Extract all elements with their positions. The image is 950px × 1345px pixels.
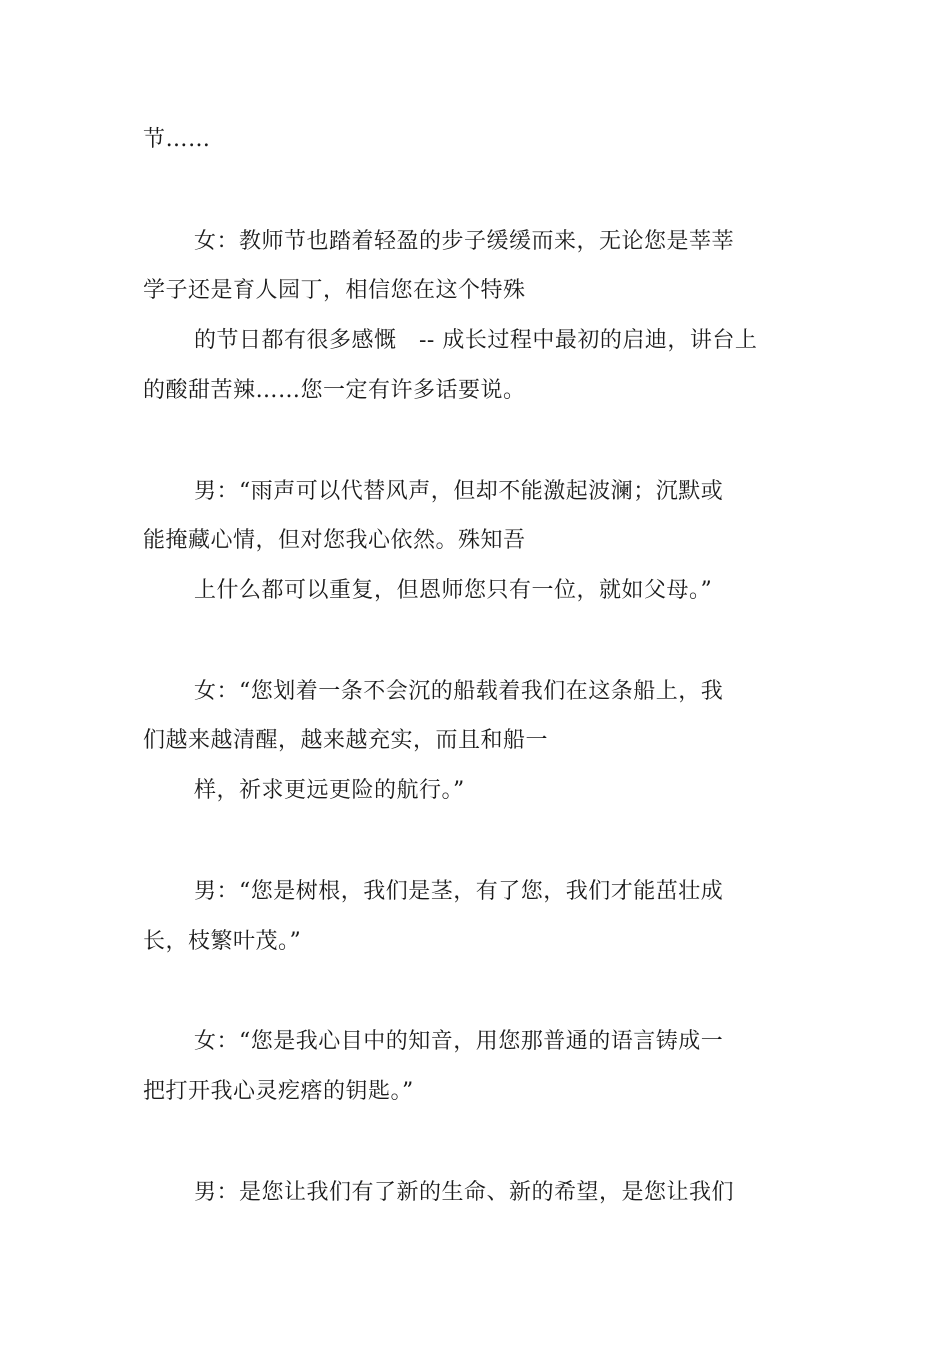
text-line-continuation: 节…… bbox=[143, 127, 211, 152]
text-line: 学子还是育人园丁，相信您在这个特殊 bbox=[143, 278, 526, 303]
text-line: 长，枝繁叶茂。” bbox=[143, 929, 302, 954]
text-line-male-2: 男：“您是树根，我们是茎，有了您，我们才能茁壮成 bbox=[194, 879, 724, 904]
text-line-female-3: 女：“您是我心目中的知音，用您那普通的语言铸成一 bbox=[194, 1029, 724, 1054]
text-line: 上什么都可以重复，但恩师您只有一位，就如父母。” bbox=[194, 578, 713, 603]
text-line: 样，祈求更远更险的航行。” bbox=[194, 778, 465, 803]
text-line-male-3: 男：是您让我们有了新的生命、新的希望，是您让我们 bbox=[194, 1180, 735, 1205]
text-line-male-1: 男：“雨声可以代替风声，但却不能激起波澜；沉默或 bbox=[194, 479, 724, 504]
text-line-female-1: 女：教师节也踏着轻盈的步子缓缓而来，无论您是莘莘 bbox=[194, 229, 735, 254]
text-line: 把打开我心灵疙瘩的钥匙。” bbox=[143, 1079, 414, 1104]
text-line: 能掩藏心情，但对您我心依然。殊知吾 bbox=[143, 528, 526, 553]
text-line-female-2: 女：“您划着一条不会沉的船载着我们在这条船上，我 bbox=[194, 679, 724, 704]
text-line: 们越来越清醒，越来越充实，而且和船一 bbox=[143, 728, 549, 753]
text-line: 的节日都有很多感慨 -- 成长过程中最初的启迪，讲台上 bbox=[194, 328, 758, 353]
text-line: 的酸甜苦辣……您一定有许多话要说。 bbox=[143, 378, 526, 403]
